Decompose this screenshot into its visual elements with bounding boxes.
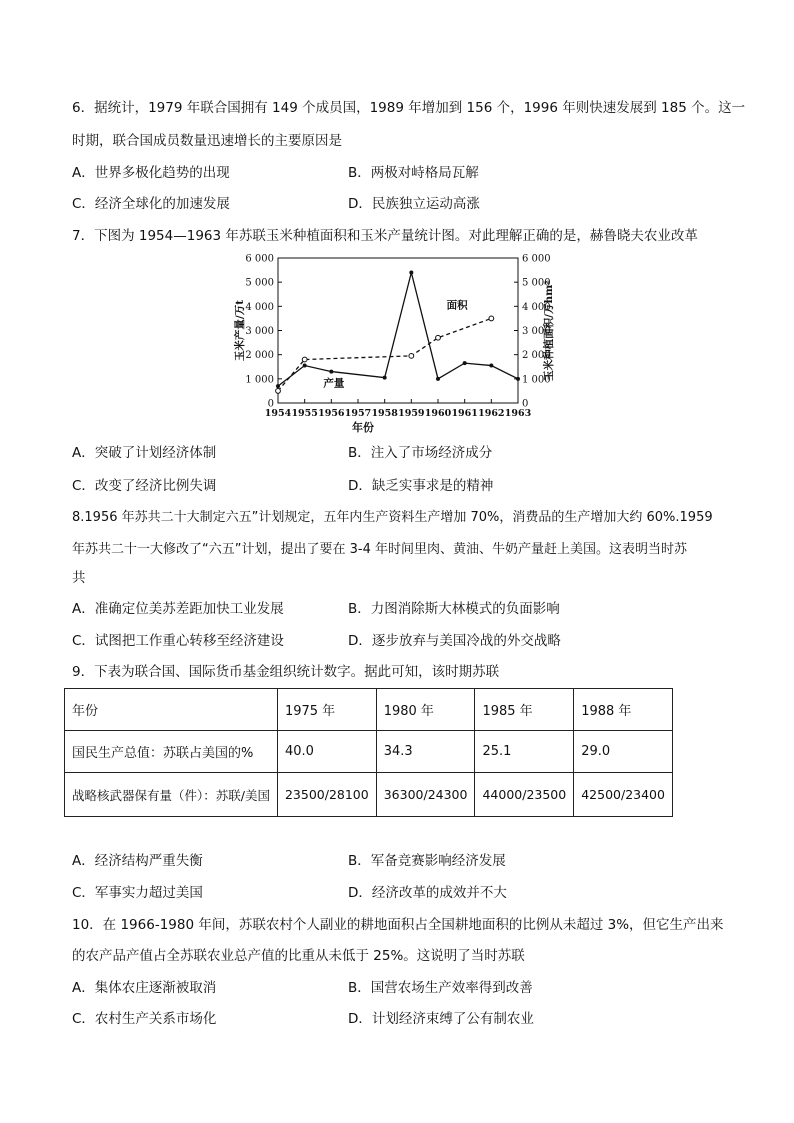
q10-option-d[interactable]: D．计划经济束缚了公有制农业 [348, 1011, 534, 1027]
q8-option-a[interactable]: A．准确定位美苏差距加快工业发展 [72, 601, 284, 617]
q7-stem-line1: 7．下图为 1954—1963 年苏联玉米种植面积和玉米产量统计图。对此理解正确的是，赫鲁晓夫农业改革 [72, 228, 698, 244]
table-cell: 1988 年 [574, 689, 673, 731]
chart-frame [278, 258, 518, 403]
q7-option-a[interactable]: A．突破了计划经济体制 [72, 445, 217, 461]
data-point-area [302, 357, 307, 362]
chart-ticks [245, 254, 550, 420]
table-cell: 42500/23400 [574, 773, 673, 817]
q10-stem-line1: 10．在 1966-1980 年间，苏联农村个人副业的耕地面积占全国耕地面积的比例从未超过 3%，但它生产出来 [72, 917, 724, 933]
q7-option-b[interactable]: B．注入了市场经济成分 [348, 445, 493, 461]
table-cell: 25.1 [475, 731, 574, 773]
table-cell: 44000/23500 [475, 773, 574, 817]
y-tick-label-right: 2 000 [522, 350, 551, 362]
x-tick-label: 1959 [398, 408, 425, 419]
series-label-area: 面积 [446, 299, 468, 312]
q6-stem-line2: 时期，联合国成员数量迅速增长的主要原因是 [72, 133, 342, 149]
y-tick-label-left: 3 000 [245, 326, 274, 337]
x-tick-label: 1955 [291, 408, 318, 419]
data-point-yield [383, 376, 387, 380]
y-tick-label-right: 3 000 [522, 326, 551, 337]
series-line-yield [278, 273, 518, 387]
data-point-area [489, 316, 494, 321]
x-tick-label: 1961 [451, 408, 478, 419]
q9-table [64, 688, 673, 817]
table-cell: 23500/28100 [277, 773, 376, 817]
q7-option-d[interactable]: D．缺乏实事求是的精神 [348, 478, 494, 494]
x-tick-label: 1956 [318, 408, 345, 419]
table-cell: 29.0 [574, 731, 673, 773]
q8-option-c[interactable]: C．试图把工作重心转移至经济建设 [72, 633, 284, 649]
table-cell: 战略核武器保有量（件）：苏联/美国 [65, 773, 278, 817]
table-cell: 1975 年 [277, 689, 376, 731]
q9-option-d[interactable]: D．经济改革的成效并不大 [348, 885, 507, 901]
y-tick-label-left: 5 000 [245, 277, 274, 289]
table-header-row [65, 689, 673, 731]
y-tick-label-left: 4 000 [245, 301, 274, 313]
y-tick-label-left: 2 000 [245, 350, 274, 362]
data-point-yield [329, 370, 333, 374]
y-tick-label-right: 1 000 [522, 374, 551, 386]
x-tick-label: 1960 [424, 408, 452, 419]
y-axis-title-left: 玉米产量/万t [234, 299, 246, 362]
data-point-yield [489, 364, 493, 368]
q10-option-c[interactable]: C．农村生产关系市场化 [72, 1011, 217, 1027]
y-tick-label-right: 0 [522, 398, 529, 410]
y-tick-label-left: 0 [267, 398, 274, 410]
data-point-yield [516, 377, 520, 381]
data-point-area [436, 335, 441, 340]
data-point-yield [436, 377, 440, 381]
q9-stem-line1: 9．下表为联合国、国际货币基金组织统计数字。据此可知，该时期苏联 [72, 664, 500, 680]
q10-option-b[interactable]: B．国营农场生产效率得到改善 [348, 980, 533, 996]
q6-option-c[interactable]: C．经济全球化的加速发展 [72, 196, 230, 212]
q8-stem-line3: 共 [72, 570, 86, 586]
y-tick-label-right: 6 000 [522, 253, 551, 265]
x-tick-label: 1958 [371, 408, 398, 419]
q9-option-a[interactable]: A．经济结构严重失衡 [72, 853, 203, 869]
table-cell: 1980 年 [376, 689, 475, 731]
data-point-yield [276, 384, 280, 388]
series-label-yield: 产量 [323, 377, 345, 390]
y-tick-label-left: 6 000 [245, 253, 274, 265]
x-axis-title: 年份 [352, 421, 374, 434]
table-cell: 40.0 [277, 731, 376, 773]
series-line-area [278, 318, 491, 391]
q7-option-c[interactable]: C．改变了经济比例失调 [72, 478, 217, 494]
table-cell: 36300/24300 [376, 773, 475, 817]
y-tick-label-right: 4 000 [522, 301, 551, 313]
q8-option-d[interactable]: D．逐步放弃与美国冷战的外交战略 [348, 633, 561, 649]
x-tick-label: 1963 [504, 408, 532, 419]
y-tick-label-right: 5 000 [522, 277, 551, 289]
q6-option-b[interactable]: B．两极对峙格局瓦解 [348, 165, 479, 181]
table-cell: 34.3 [376, 731, 475, 773]
data-point-area [276, 389, 281, 394]
q8-stem-line2: 年苏共二十一大修改了“六五”计划，提出了要在 3-4 年时间里肉、黄油、牛奶产量赶上美国。这表明当时苏 [72, 542, 687, 557]
corn-chart [230, 250, 560, 435]
table-cell: 年份 [65, 689, 278, 731]
q8-option-b[interactable]: B．力图消除斯大林模式的负面影响 [348, 601, 560, 617]
data-point-area [409, 353, 414, 358]
q9-option-c[interactable]: C．军事实力超过美国 [72, 885, 203, 901]
table-cell: 1985 年 [475, 689, 574, 731]
y-tick-label-left: 1 000 [245, 374, 274, 386]
data-point-yield [463, 361, 467, 365]
data-point-yield [409, 271, 413, 275]
x-tick-label: 1954 [264, 408, 292, 419]
q6-option-a[interactable]: A．世界多极化趋势的出现 [72, 165, 230, 181]
x-tick-label: 1962 [478, 408, 505, 419]
data-point-yield [303, 364, 307, 368]
q6-stem-line1: 6．据统计，1979 年联合国拥有 149 个成员国，1989 年增加到 156 个，1996 年则快速发展到 185 个。这一 [72, 100, 746, 116]
table-cell: 国民生产总值：苏联占美国的% [65, 731, 278, 773]
q6-option-d[interactable]: D．民族独立运动高涨 [348, 196, 480, 212]
q10-option-a[interactable]: A．集体农庄逐渐被取消 [72, 980, 217, 996]
q8-stem-line1: 8.1956 年苏共二十大制定六五”计划规定，五年内生产资料生产增加 70%，消费品的生产增加大约 60%.1959 [72, 510, 713, 525]
chart-series [276, 271, 520, 394]
table-row [65, 731, 673, 773]
y-axis-title-right: 玉米种植面积/万hm² [543, 280, 555, 381]
plot-frame [278, 258, 518, 403]
q10-stem-line2: 的农产品产值占全苏联农业总产值的比重从未低于 25%。这说明了当时苏联 [72, 948, 525, 964]
q9-option-b[interactable]: B．军备竞赛影响经济发展 [348, 853, 506, 869]
x-tick-label: 1957 [344, 408, 372, 419]
table-row [65, 773, 673, 817]
